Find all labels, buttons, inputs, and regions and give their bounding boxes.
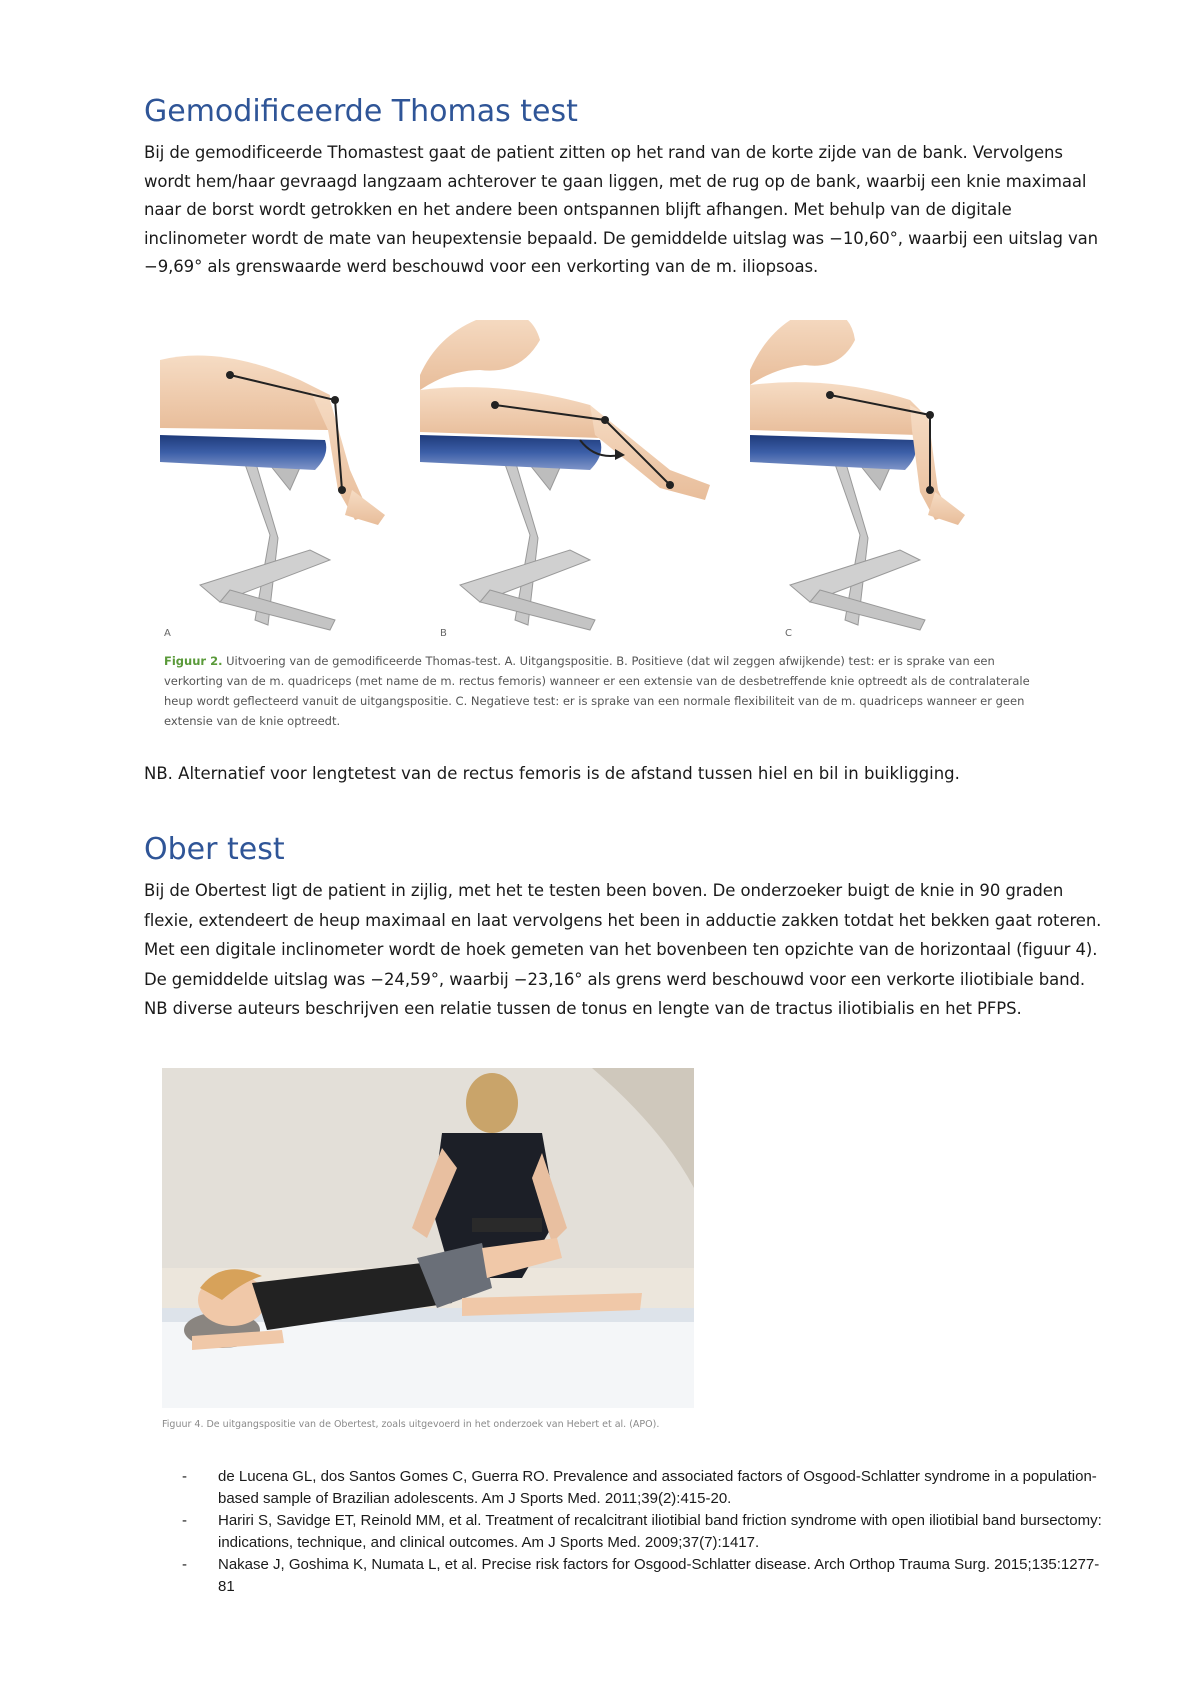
panel-c-drawing <box>750 320 965 630</box>
ober-paragraph: Bij de Obertest ligt de patient in zijlig, met het te testen been boven. De onderzoeker buigt de knie in 90 graden flexie, extendeert de heup maximaal en laat vervolgens het been in adductie zakken totdat het bekken gaat roteren. Met een digitale inclinometer wordt de hoek gemeten van het bovenbeen ten opzichte van de horizontaal (figuur 4). De gemiddelde uitslag was −24,59°, waarbij −23,16° als grens werd beschouwd voor een verkorte iliotibiale band. NB diverse auteurs beschrijven een relatie tussen de tonus en lengte van de tractus iliotibialis en het PFPS. <box>144 881 1102 1018</box>
reference-item <box>182 1554 1102 1598</box>
panel-a-drawing <box>160 356 385 631</box>
caption-label: Figuur 2. <box>164 654 223 668</box>
ober-test-photo <box>162 1068 694 1408</box>
panel-label-c: C <box>785 628 792 639</box>
thomas-figure-caption <box>164 651 1044 731</box>
list-bullet: - <box>182 1468 187 1485</box>
rectus-femoris-note: NB. Alternatief voor lengtetest van de rectus femoris is de afstand tussen hiel en bil in buikligging. <box>144 764 960 783</box>
caption-text: Uitvoering van de gemodificeerde Thomas-test. A. Uitgangspositie. B. Positieve (dat wil zeggen afwijkende) test: er is sprake van een verkorting van de m. quadriceps (met name de m. rectus femoris) wanneer er een extensie van de desbetreffende knie optreedt als de contralaterale heup wordt geflecteerd vanuit de uitgangspositie. C. Negatieve test: er is sprake van een normale flexibiliteit van de m. quadriceps wanneer er geen extensie van de knie optreedt. <box>164 654 1030 728</box>
thomas-test-figure <box>160 320 1040 640</box>
section-title-thomas: Gemodificeerde Thomas test <box>144 94 578 129</box>
thomas-paragraph: Bij de gemodificeerde Thomastest gaat de patient zitten op het rand van de korte zijde van de bank. Vervolgens wordt hem/haar gevraagd langzaam achterover te gaan liggen, met de rug op de bank, waarbij een knie maximaal naar de borst wordt getrokken en het andere been ontspannen blijft afhangen. Met behulp van de digitale inclinometer wordt de mate van heupextensie bepaald. De gemiddelde uitslag was −10,60°, waarbij een uitslag van −9,69° als grenswaarde werd beschouwd voor een verkorting van de m. iliopsoas. <box>144 143 1099 276</box>
reference-list <box>182 1466 1102 1598</box>
list-bullet: - <box>182 1556 187 1573</box>
ober-photo-caption: Figuur 4. De uitgangspositie van de Obertest, zoals uitgevoerd in het onderzoek van Hebert et al. (APO). <box>162 1419 660 1430</box>
reference-text: de Lucena GL, dos Santos Gomes C, Guerra RO. Prevalence and associated factors of Osgood-Schlatter syndrome in a population-based sample of Brazilian adolescents. Am J Sports Med. 2011;39(2):415-20. <box>218 1468 1097 1507</box>
reference-text: Nakase J, Goshima K, Numata L, et al. Precise risk factors for Osgood-Schlatter disease. Arch Orthop Trauma Surg. 2015;135:1277-81 <box>218 1556 1100 1595</box>
section-title-ober: Ober test <box>144 832 285 867</box>
reference-item <box>182 1466 1102 1510</box>
reference-text: Hariri S, Savidge ET, Reinold MM, et al. Treatment of recalcitrant iliotibial band friction syndrome with open iliotibial band bursectomy: indications, technique, and clinical outcomes. Am J Sports Med. 2009;37(7):1417. <box>218 1512 1102 1551</box>
reference-item <box>182 1510 1102 1554</box>
panel-b-drawing <box>420 320 710 630</box>
panel-label-a: A <box>164 628 171 639</box>
panel-label-b: B <box>440 628 447 639</box>
list-bullet: - <box>182 1512 187 1529</box>
